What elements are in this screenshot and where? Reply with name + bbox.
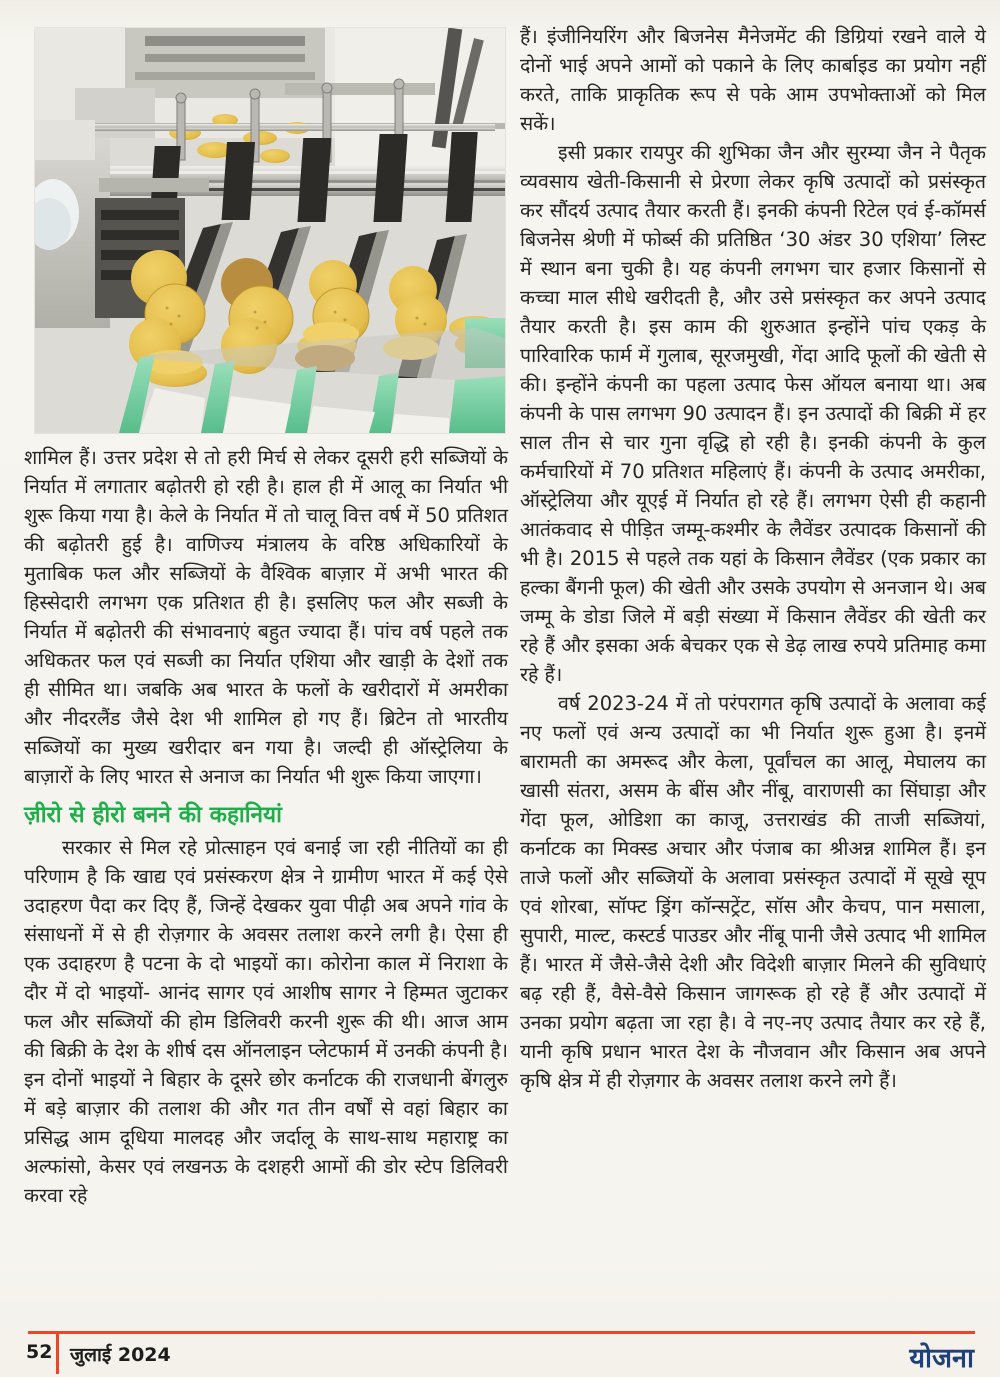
left-paragraph-exports: शामिल हैं। उत्तर प्रदेश से तो हरी मिर्च से लेकर दूसरी हरी सब्जियों के निर्यात में लगातार बढ़ोतरी हो रही है। हाल ही में आलू का निर्यात भी शुरू किया गया है। केले के निर्यात में तो चालू वित्त वर्ष में 50 प्रतिशत की बढ़ोतरी हुई है। वाणिज्य मंत्रालय के वरिष्ठ अधिकारियों के मुताबिक फल और सब्जियों के वैश्विक बाज़ार में अभी भारत की हिस्सेदारी लगभग एक प्रतिशत ही है। इसलिए फल और सब्जी के निर्यात में बढ़ोतरी की संभावनाएं बहुत ज्यादा हैं। पांच वर्ष पहले तक अधिकतर फल एवं सब्जी का निर्यात एशिया और खाड़ी के देशों तक ही सीमित था। जबकि अब भारत के फलों के खरीदारों में अमरीका और नीदरलैंड जैसे देश भी शामिल हो गए हैं। ब्रिटेन तो भारतीय सब्जियों का मुख्य खरीदार बन गया है। जल्दी ही ऑस्ट्रेलिया के बाज़ारों के लिए भारत से अनाज का निर्यात भी शुरू किया जाएगा। [24, 446, 508, 788]
biscuit-factory-illustration [35, 28, 505, 433]
footer-rule [28, 1331, 975, 1334]
right-paragraph-raipur-lavender: इसी प्रकार रायपुर की शुभिका जैन और सुरम्या जैन ने पैतृक व्यवसाय खेती-किसानी से प्रेरणा लेकर कृषि उत्पादों को प्रसंस्कृत कर सौंदर्य उत्पाद तैयार करती हैं। इनकी कंपनी रिटेल एवं ई-कॉमर्स बिजनेस श्रेणी में फोर्ब्स की प्रतिष्ठित ‘30 अंडर 30 एशिया’ लिस्ट में स्थान बना चुकी है। यह कंपनी लगभग चार हजार किसानों से कच्चा माल सीधे खरीदती है, और उसे प्रसंस्कृत कर अपने उत्पाद तैयार करती है। इस काम की शुरुआत इन्होंने पांच एकड़ के पारिवारिक फार्म में गुलाब, सूरजमुखी, गेंदा आदि फूलों की खेती से की। इन्होंने कंपनी का पहला उत्पाद फेस ऑयल बनाया था। अब कंपनी के पास लगभग 90 उत्पादन हैं। इन उत्पादों की बिक्री में हर साल तीन से चार गुना वृद्धि हो रही है। इनकी कंपनी के कुल कर्मचारियों में 70 प्रतिशत महिलाएं हैं। कंपनी के उत्पाद अमरीका, ऑस्ट्रेलिया और यूएई में निर्यात हो रहे हैं। लगभग ऐसी ही कहानी आतंकवाद से पीड़ित जम्मू-कश्मीर के लैवेंडर उत्पादक किसानों की भी है। 2015 से पहले तक यहां के किसान लैवेंडर (एक प्रकार का हल्का बैंगनी फूल) की खेती और उसके उपयोग से अनजान थे। अब जम्मू के डोडा जिले में बड़ी संख्या में किसान लैवेंडर की खेती कर रहे हैं और इसका अर्क बेचकर एक से डेढ़ लाख रुपये प्रतिमाह कमा रहे हैं। [520, 141, 986, 686]
left-column [24, 443, 508, 1210]
left-paragraph-stories: सरकार से मिल रहे प्रोत्साहन एवं बनाई जा रही नीतियों का ही परिणाम है कि खाद्य एवं प्रसंस्करण क्षेत्र ने ग्रामीण भारत में कई ऐसे उदाहरण पैदा कर दिए हैं, जिन्हें देखकर युवा पीढ़ी अब अपने गांव के संसाधनों में से ही रोज़गार के अवसर तलाश करने लगी है। ऐसा ही एक उदाहरण है पटना के दो भाइयों का। कोरोना काल में निराशा के दौर में दो भाइयों- आनंद सागर एवं आशीष सागर ने हिम्मत जुटाकर फल और सब्जियों की होम डिलिवरी करनी शुरू की थी। आज आम की बिक्री के देश के शीर्ष दस ऑनलाइन प्लेटफार्म में उनकी कंपनी है। इन दोनों भाइयों ने बिहार के दूसरे छोर कर्नाटक की राजधानी बेंगलुरु में बड़े बाज़ार की तलाश की और गत तीन वर्षों से वहां बिहार का प्रसिद्ध आम दूधिया मालदह और जर्दालू के साथ-साथ महाराष्ट्र का अल्फांसो, केसर एवं लखनऊ के दशहरी आमों की डोर स्टेप डिलिवरी करवा रहे [24, 836, 508, 1207]
footer-divider [56, 1331, 59, 1374]
page-number: 52 [26, 1341, 53, 1363]
magazine-logo: योजना [909, 1343, 974, 1373]
issue-date: जुलाई 2024 [70, 1344, 171, 1366]
right-column [520, 22, 986, 1095]
biscuit-factory-photo [35, 28, 505, 433]
right-paragraph-mango-brothers: हैं। इंजीनियरिंग और बिजनेस मैनेजमेंट की डिग्रियां रखने वाले ये दोनों भाई अपने आमों को पकाने के लिए कार्बाइड का प्रयोग नहीं करते, ताकि प्राकृतिक रूप से पके आम उपभोक्ताओं को मिल सकें। [520, 25, 986, 135]
right-paragraph-new-exports: वर्ष 2023-24 में तो परंपरागत कृषि उत्पादों के अलावा कई नए फलों एवं अन्य उत्पादों का भी निर्यात शुरू हुआ है। इनमें बारामती का अमरूद और केला, पूर्वांचल का आलू, मेघालय का खासी संतरा, असम के बींस और नींबू, वाराणसी का सिंघाड़ा और गेंदा फूल, ओडिशा का काजू, उत्तराखंड की ताजी सब्जियां, कर्नाटक का मिक्स्ड अचार और पंजाब का श्रीअन्न शामिल हैं। इन ताजे फलों और सब्जियों के अलावा प्रसंस्कृत उत्पादों में सूखे सूप एवं शोरबा, सॉफ्ट ड्रिंग कॉन्सट्रेंट, सॉस और केचप, पान मसाला, सुपारी, माल्ट, कस्टर्ड पाउडर और नींबू पानी जैसे उत्पाद भी शामिल हैं। भारत में जैसे-जैसे देशी और विदेशी बाज़ार मिलने की सुविधाएं बढ़ रही हैं, वैसे-वैसे किसान जागरूक हो रहे हैं और उत्पादों में उनका प्रयोग बढ़ता जा रहा है। वे नए-नए उत्पाद तैयार कर रहे हैं, यानी कृषि प्रधान भारत देश के नौजवान और किसान अब अपने कृषि क्षेत्र में ही रोज़गार के अवसर तलाश करने लगे हैं। [520, 692, 986, 1092]
section-heading-zero-to-hero: ज़ीरो से हीरो बनने की कहानियां [24, 802, 282, 828]
